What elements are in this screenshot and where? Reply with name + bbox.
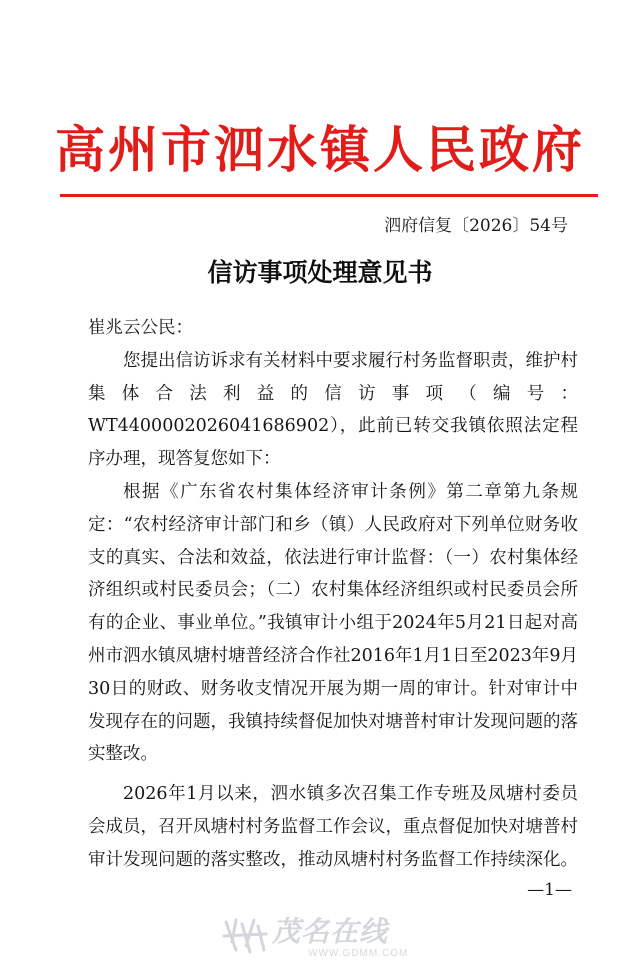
watermark-url: WWW.GDMM.COM [308, 948, 409, 959]
body-paragraph: 您提出信访诉求有关材料中要求履行村务监督职责，维护村集体合法利益的信访事项（编号：WT4400002026041686902），此前已转交我镇依照法定程序办理，现答复您如下： [88, 350, 578, 470]
site-logo-icon [220, 912, 270, 960]
watermark-text: 茂名在线 [272, 916, 389, 947]
document-body [88, 312, 578, 877]
red-header-rule [60, 194, 598, 197]
body-paragraph: 2026年1月以来，泗水镇多次召集工作专班及凤塘村委员会成员，召开凤塘村村务监督工作会议，重点督促加快对塘普村审计发现问题的落实整改，推动凤塘村村务监督工作持续深化。 [88, 784, 578, 870]
document-title: 信访事项处理意见书 [207, 258, 433, 287]
page-number: —1— [527, 880, 572, 900]
body-paragraph: 根据《广东省农村集体经济审计条例》第二章第九条规定：“农村经济审计部门和乡（镇）人民政府对下列单位财务收支的真实、合法和效益，依法进行审计监督：（一）农村集体经济组织或村民委员会；（二）农村集体经济组织或村民委员会所有的企业、事业单位。”我镇审计小组于2024年5月21日起对高州市泗水镇凤塘村塘普经济合作社2016年1月1日至2023年9月30日的财政、财务收支情况开展为期一周的审计。针对审计中发现存在的问题，我镇持续督促加快对塘普村审计发现问题的落实整改。 [88, 481, 578, 765]
site-watermark [220, 912, 440, 964]
document-number: 泗府信复〔2026〕54号 [384, 216, 568, 236]
issuing-authority-title: 高州市泗水镇人民政府 [55, 120, 585, 179]
salutation: 崔兆云公民： [88, 318, 193, 338]
